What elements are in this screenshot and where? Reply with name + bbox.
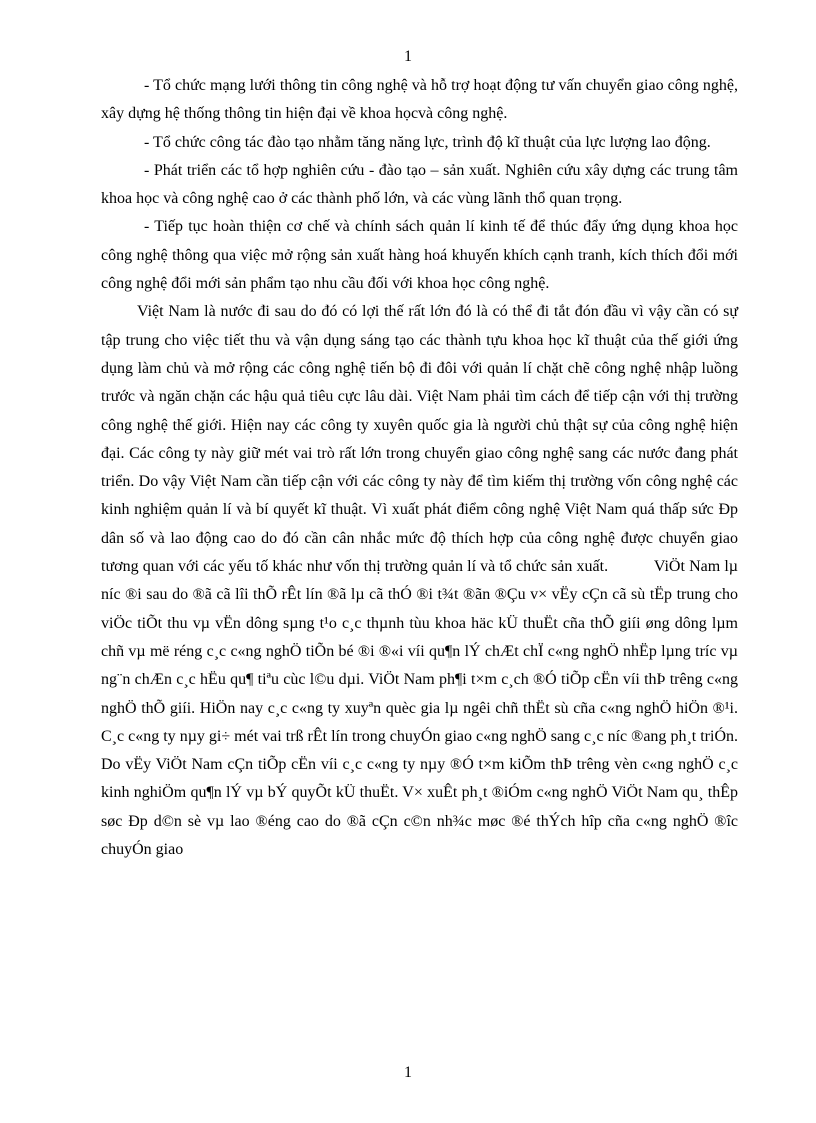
main-paragraph xyxy=(101,298,738,864)
bullet-paragraph: - Tổ chức công tác đào tạo nhằm tăng năng lực, trình độ kĩ thuật của lực lượng lao động. xyxy=(144,133,711,151)
garbled-encoding-text: ViÖt Nam lµ níc ®i sau do ®ã cã lîi thÕ rÊt lín ®ã lµ cã thÓ ®i t¾t ®ãn ®Çu v× vËy cÇn cã sù tËp trung cho viÖc tiÕt thu vµ vËn dông sµng t¹o c¸c thµnh tùu khoa häc kÜ thuËt cña thÕ giíi øng dông lµm chñ vµ më réng c¸c c«ng nghÖ tiÕn bé ®i ®«i víi qu¶n lÝ chÆt chÏ c«ng nghÖ nhËp lµng tríc vµ ng¨n chÆn c¸c hËu qu¶ tiªu cùc l©u dµi. ViÖt Nam ph¶i t×m c¸ch ®Ó tiÕp cËn víi thÞ trêng c«ng nghÖ thÕ giíi. HiÖn nay c¸c c«ng ty xuyªn quèc gia lµ ngêi chñ thËt sù cña c«ng nghÖ hiÖn ®¹i. C¸c c«ng ty nµy gi÷ mét vai trß rÊt lín trong chuyÓn giao c«ng nghÖ sang c¸c níc ®ang ph¸t triÓn. Do vËy ViÖt Nam cÇn tiÕp cËn víi c¸c c«ng ty nµy ®Ó t×m kiÕm thÞ trêng vèn c«ng nghÖ c¸c kinh nghiÖm qu¶n lÝ vµ bÝ quyÕt kÜ thuËt. V× xuÊt ph¸t ®iÓm c«ng nghÖ ViÖt Nam qu¸ thÊp søc Ðp d©n sè vµ lao ®éng cao do ®ã cÇn c©n nh¾c møc ®é thÝch hîp cña c«ng nghÖ ®îc chuyÓn giao xyxy=(101,558,738,859)
bullet-paragraph: - Phát triển các tổ hợp nghiên cứu - đào tạo – sản xuất. Nghiên cứu xây dựng các trung tâm khoa học và công nghệ cao ở các thành phố lớn, và các vùng lãnh thổ quan trọng. xyxy=(101,161,738,208)
document-body xyxy=(101,72,738,864)
page-number-bottom: 1 xyxy=(404,1064,412,1081)
page-number-top: 1 xyxy=(404,48,412,65)
bullet-paragraph: - Tiếp tục hoàn thiện cơ chế và chính sách quản lí kinh tế để thúc đẩy ứng dụng khoa học công nghệ thông qua việc mở rộng sản xuất hàng hoá khuyến khích cạnh tranh, kích thích đổi mới công nghệ đổi mới sản phẩm tạo nhu cầu đối với khoa học công nghệ. xyxy=(101,218,738,293)
main-paragraph-text: Việt Nam là nước đi sau do đó có lợi thế rất lớn đó là có thể đi tắt đón đầu vì vậy cần có sự tập trung cho việc tiết thu và vận dụng sáng tạo các thành tựu khoa học kĩ thuật của thế giới ứng dụng làm chủ và mở rộng các công nghệ tiến bộ đi đôi với quản lí chặt chẽ công nghệ nhập luồng trước và ngăn chặn các hậu quả tiêu cực lâu dài. Việt Nam phải tìm cách để tiếp cận với thị trường công nghệ thế giới. Hiện nay các công ty xuyên quốc gia là người chủ thật sự của công nghệ hiện đại. Các công ty này giữ mét vai trò rất lớn trong chuyển giao công nghệ sang các nước đang phát triển. Do vậy Việt Nam cần tiếp cận với các công ty này để tìm kiếm thị trường vốn công nghệ các kinh nghiệm quản lí và bí quyết kĩ thuật. Vì xuất phát điểm công nghệ Việt Nam quá thấp sức Ðp dân số và lao động cao do đó cần cân nhắc mức độ thích hợp của công nghệ được chuyển giao tương quan với các yếu tố khác như vốn thị trường quản lí và tổ chức sản xuất. xyxy=(101,303,738,576)
bullet-paragraph: - Tổ chức mạng lưới thông tin công nghệ và hỗ trợ hoạt động tư vấn chuyển giao công nghệ, xây dựng hệ thống thông tin hiện đại về khoa họcvà công nghệ. xyxy=(101,77,738,123)
